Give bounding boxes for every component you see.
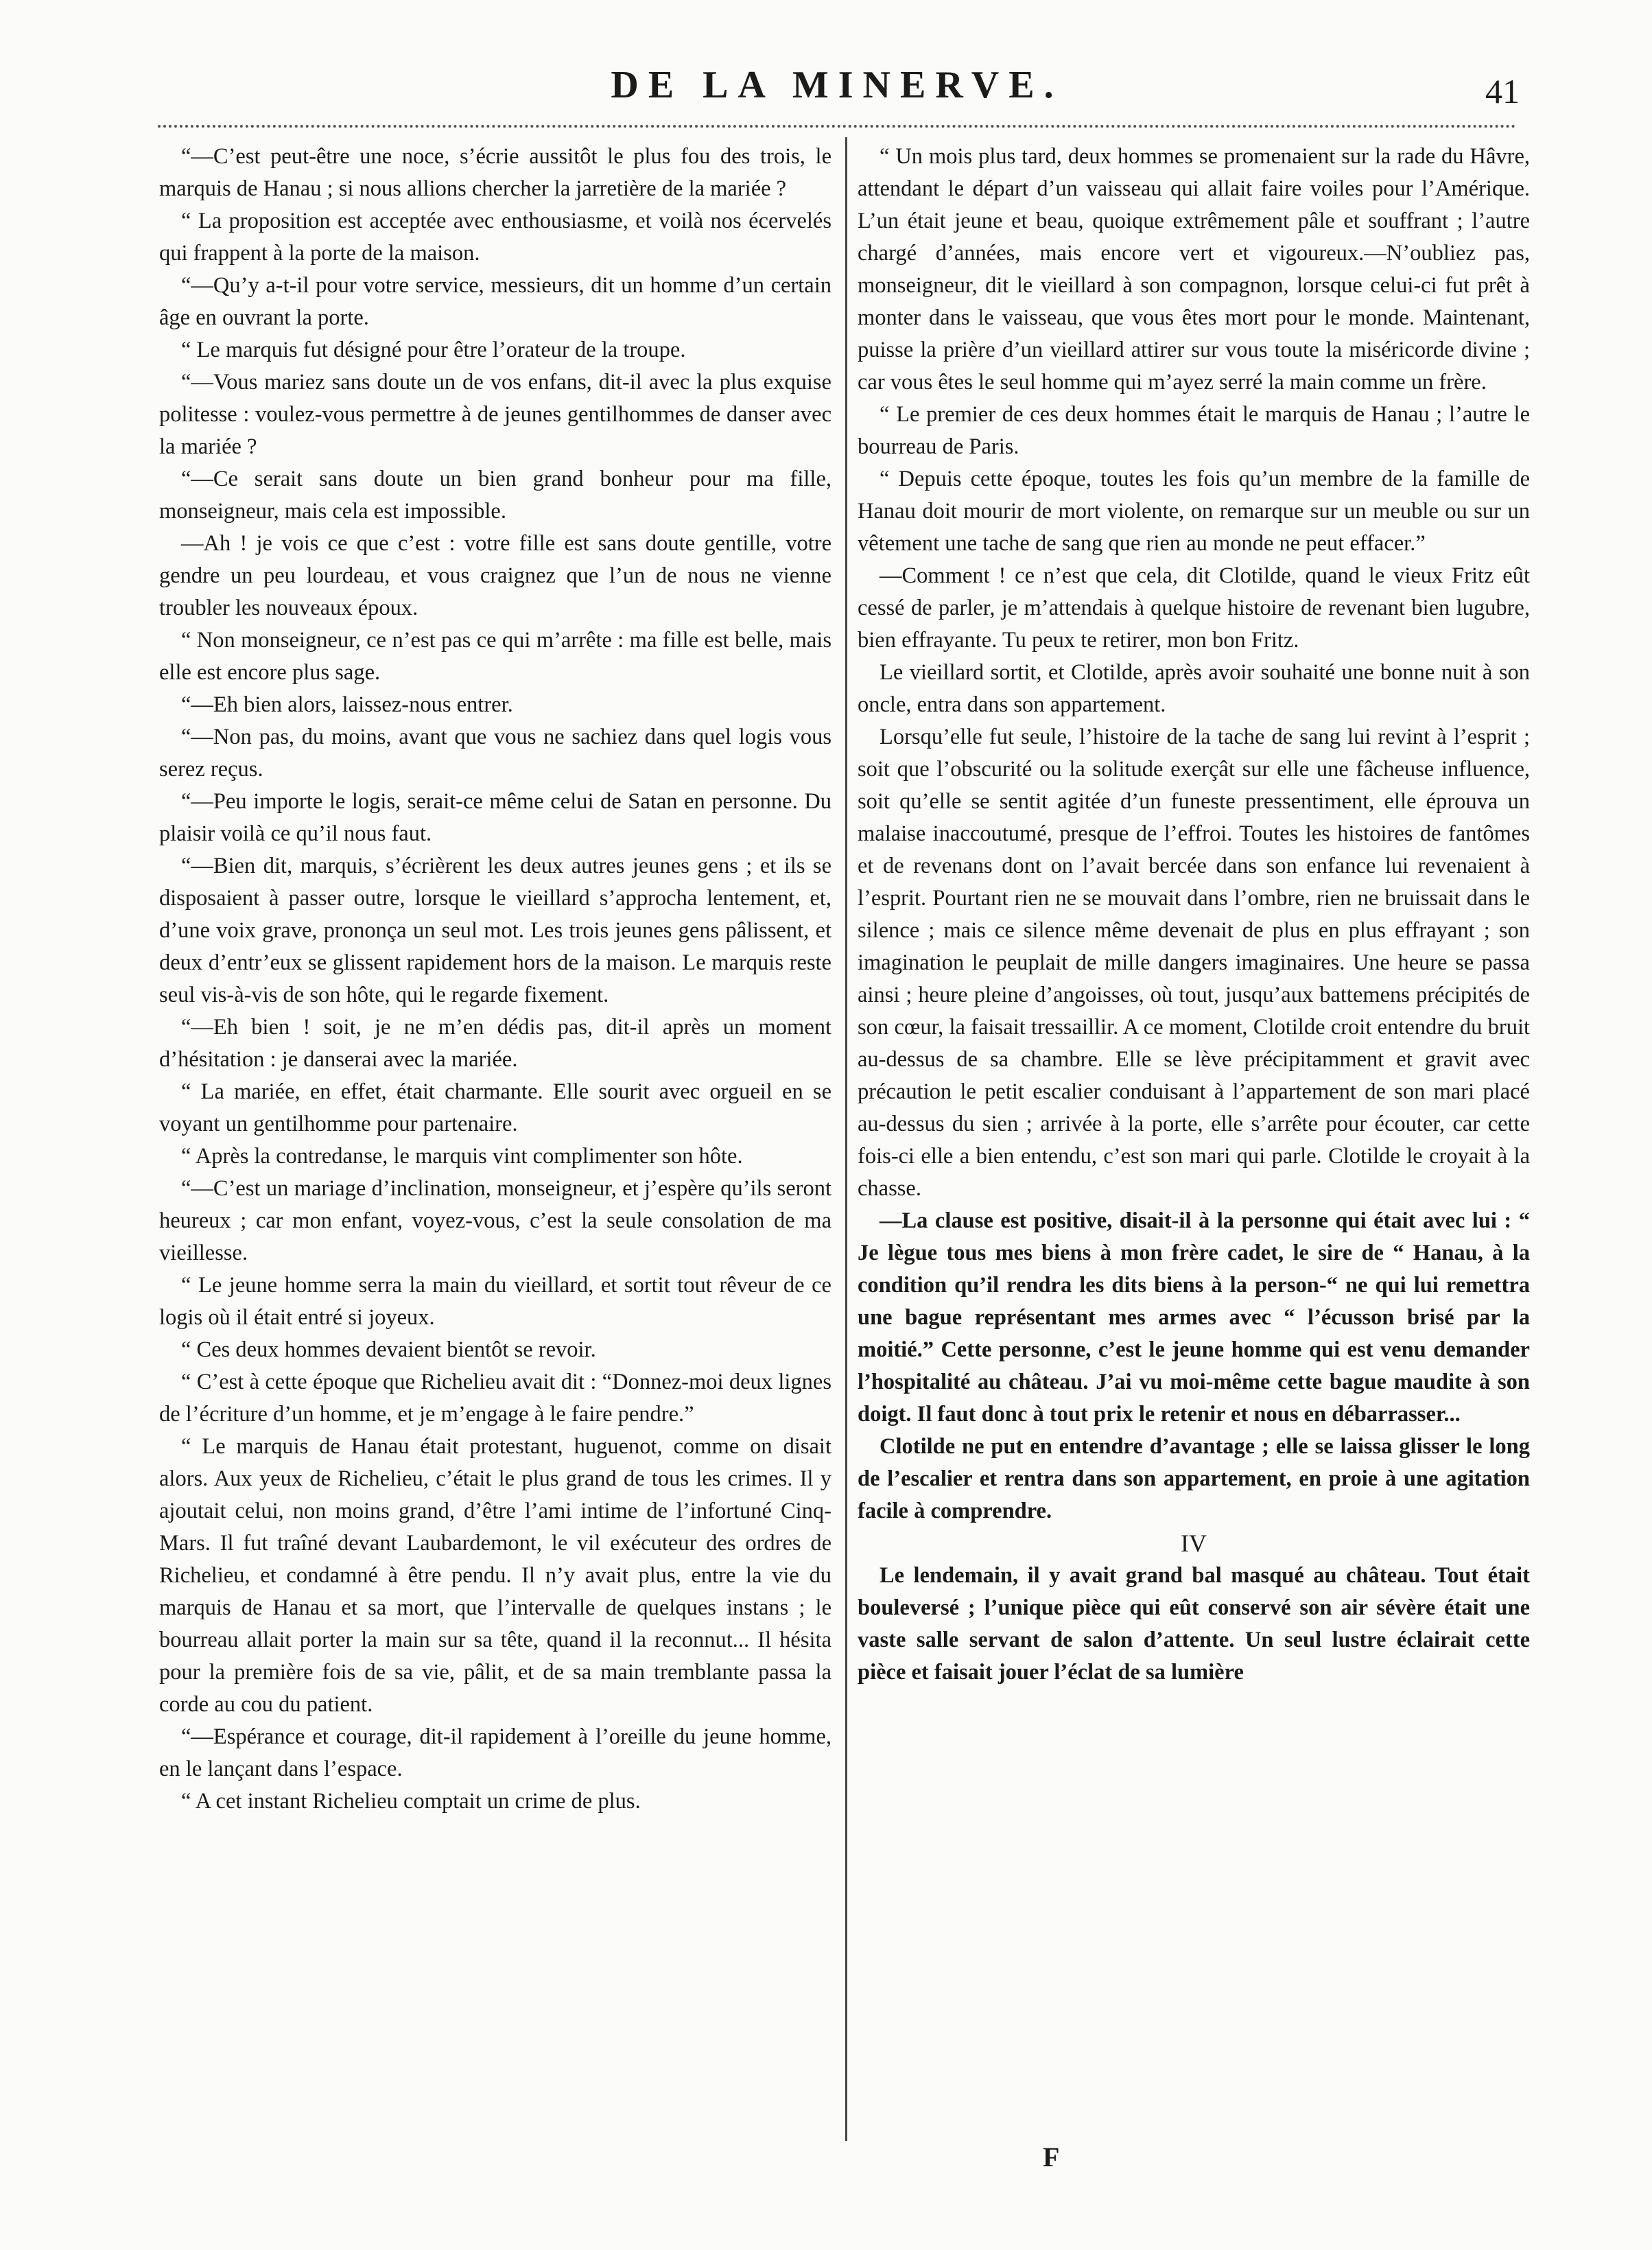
right-column xyxy=(858,141,1530,1689)
paragraph: “ La mariée, en effet, était charmante. Elle sourit avec orgueil en se voyant un gentilhomme pour partenaire. xyxy=(159,1079,831,1136)
column-divider xyxy=(845,137,847,2141)
paragraph: “ La proposition est acceptée avec enthousiasme, et voilà nos écervelés qui frappent à la porte de la maison. xyxy=(159,209,831,266)
left-column xyxy=(159,141,831,1818)
page-number: 41 xyxy=(1485,72,1520,110)
paragraph: “—Peu importe le logis, serait-ce même celui de Satan en personne. Du plaisir voilà ce qu’il nous faut. xyxy=(159,789,831,846)
paragraph: Le lendemain, il y avait grand bal masqué au château. Tout était bouleversé ; l’unique pièce qui eût conservé son air sévère était une vaste salle servant de salon d’attente. Un seul lustre éclairait cette pièce et faisait jouer l’éclat de sa lumière xyxy=(858,1563,1530,1685)
paragraph: “—Eh bien ! soit, je ne m’en dédis pas, dit-il après un moment d’hésitation : je danserai avec la mariée. xyxy=(159,1015,831,1072)
paragraph: “ Ces deux hommes devaient bientôt se revoir. xyxy=(181,1337,596,1362)
paragraph: “—Ce serait sans doute un bien grand bonheur pour ma fille, monseigneur, mais cela est impossible. xyxy=(159,467,831,524)
paragraph: “ Le jeune homme serra la main du vieillard, et sortit tout rêveur de ce logis où il était entré si joyeux. xyxy=(159,1273,831,1330)
paragraph: “ Après la contredanse, le marquis vint complimenter son hôte. xyxy=(181,1144,743,1169)
paragraph: “ Non monseigneur, ce n’est pas ce qui m’arrête : ma fille est belle, mais elle est encore plus sage. xyxy=(159,628,831,685)
paragraph: “ C’est à cette époque que Richelieu avait dit : “Donnez-moi deux lignes de l’écriture d’un homme, et je m’engage à le faire pendre.” xyxy=(159,1370,831,1427)
paragraph: “ Depuis cette époque, toutes les fois qu’un membre de la famille de Hanau doit mourir de mort violente, on remarque sur un meuble ou sur un vêtement une tache de sang que rien au monde ne peut effacer.” xyxy=(858,467,1530,556)
header-rule xyxy=(158,125,1516,128)
section-heading: IV xyxy=(1181,1530,1207,1557)
page-header xyxy=(158,63,1520,125)
paragraph: —Comment ! ce n’est que cela, dit Clotilde, quand le vieux Fritz eût cessé de parler, je m’attendais à quelque histoire de revenant bien lugubre, bien effrayante. Tu peux te retirer, mon bon Fritz. xyxy=(858,563,1530,653)
paragraph: Le vieillard sortit, et Clotilde, après avoir souhaité une bonne nuit à son oncle, entra dans son appartement. xyxy=(858,660,1530,717)
paragraph: “—Eh bien alors, laissez-nous entrer. xyxy=(181,692,513,717)
paragraph: “ Le marquis fut désigné pour être l’orateur de la troupe. xyxy=(181,338,686,362)
paragraph: —Ah ! je vois ce que c’est : votre fille est sans doute gentille, votre gendre un peu lourdeau, et vous craignez que l’un de nous ne vienne troubler les nouveaux époux. xyxy=(159,531,831,620)
paragraph: “ Le premier de ces deux hommes était le marquis de Hanau ; l’autre le bourreau de Paris. xyxy=(858,402,1530,459)
paragraph: “—Espérance et courage, dit-il rapidement à l’oreille du jeune homme, en le lançant dans l’espace. xyxy=(159,1724,831,1781)
paragraph: “—Vous mariez sans doute un de vos enfans, dit-il avec la plus exquise politesse : voulez-vous permettre à de jeunes gentilhommes de danser avec la mariée ? xyxy=(159,370,831,459)
paragraph: Clotilde ne put en entendre d’avantage ; elle se laissa glisser le long de l’escalier et rentra dans son appartement, en proie à une agitation facile à comprendre. xyxy=(858,1434,1530,1523)
running-title: DE LA MINERVE. xyxy=(611,64,1063,106)
paragraph: “ Un mois plus tard, deux hommes se promenaient sur la rade du Hâvre, attendant le départ d’un vaisseau qui allait faire voiles pour l’Amérique. L’un était jeune et beau, quoique extrêmement pâle et souffrant ; l’autre chargé d’années, mais encore vert et vigoureux.—N’oubliez pas, monseigneur, dit le vieillard à son compagnon, lorsque celui-ci fut prêt à monter dans le vaisseau, que vous êtes mort pour le monde. Maintenant, puisse la prière d’un vieillard attirer sur vous toute la miséricorde divine ; car vous êtes le seul homme qui m’ayez serré la main comme un frère. xyxy=(858,144,1530,395)
paragraph: Lorsqu’elle fut seule, l’histoire de la tache de sang lui revint à l’esprit ; soit que l’obscurité ou la solitude exerçât sur elle une fâcheuse influence, soit qu’elle se sentit agitée d’un funeste pressentiment, elle éprouva un malaise inaccoutumé, presque de l’effroi. Toutes les histoires de fantômes et de revenans dont on l’avait bercée dans son enfance lui revenaient à l’esprit. Pourtant rien ne se mouvait dans l’ombre, rien ne bruissait dans le silence ; mais ce silence même devenait de plus en plus effrayant ; son imagination le peuplait de mille dangers imaginaires. Une heure se passa ainsi ; heure pleine d’angoisses, où tout, jusqu’aux battemens précipités de son cœur, la faisait tressaillir. A ce moment, Clotilde croit entendre du bruit au-dessus de sa chambre. Elle se lève précipitamment et gravit avec précaution le petit escalier conduisant à l’appartement de son mari placé au-dessus du sien ; arrivée à la porte, elle s’arrête pour écouter, car cette fois-ci elle a bien entendu, c’est son mari qui parle. Clotilde le croyait à la chasse. xyxy=(858,725,1530,1201)
paragraph: “—Bien dit, marquis, s’écrièrent les deux autres jeunes gens ; et ils se disposaient à passer outre, lorsque le vieillard s’approcha lentement, et, d’une voix grave, prononça un seul mot. Les trois jeunes gens pâlissent, et deux d’entr’eux se glissent rapidement hors de la maison. Le marquis reste seul vis-à-vis de son hôte, qui le regarde fixement. xyxy=(159,854,831,1007)
paragraph: “—Non pas, du moins, avant que vous ne sachiez dans quel logis vous serez reçus. xyxy=(159,725,831,782)
paragraph: “ A cet instant Richelieu comptait un crime de plus. xyxy=(181,1789,641,1814)
paragraph: “—Qu’y a-t-il pour votre service, messieurs, dit un homme d’un certain âge en ouvrant la porte. xyxy=(159,273,831,330)
paragraph: “—C’est un mariage d’inclination, monseigneur, et j’espère qu’ils seront heureux ; car mon enfant, voyez-vous, c’est la seule consolation de ma vieillesse. xyxy=(159,1176,831,1265)
paragraph: “—C’est peut-être une noce, s’écrie aussitôt le plus fou des trois, le marquis de Hanau ; si nous allions chercher la jarretière de la mariée ? xyxy=(159,144,831,201)
paragraph: “ Le marquis de Hanau était protestant, huguenot, comme on disait alors. Aux yeux de Richelieu, c’était le plus grand de tous les crimes. Il y ajoutait celui, non moins grand, d’être l’ami intime de l’infortuné Cinq-Mars. Il fut traîné devant Laubardemont, le vil exécuteur des ordres de Richelieu, et condamné à être pendu. Il n’y avait plus, entre la vie du marquis de Hanau et sa mort, que l’intervalle de quelques instans ; le bourreau allait porter la main sur sa tête, quand il la reconnut... Il hésita pour la première fois de sa vie, pâlit, et de sa main tremblante passa la corde au cou du patient. xyxy=(159,1434,831,1717)
signature-mark: F xyxy=(1043,2142,1060,2172)
paragraph: —La clause est positive, disait-il à la personne qui était avec lui : “ Je lègue tous mes biens à mon frère cadet, le sire de “ Hanau, à la condition qu’il rendra les dits biens à la person-“ ne qui lui remettra une bague représentant mes armes avec “ l’écusson brisé par la moitié.” Cette personne, c’est le jeune homme qui est venu demander l’hospitalité au château. J’ai vu moi-même cette bague maudite à son doigt. Il faut donc à tout prix le retenir et nous en débarrasser... xyxy=(858,1208,1530,1427)
